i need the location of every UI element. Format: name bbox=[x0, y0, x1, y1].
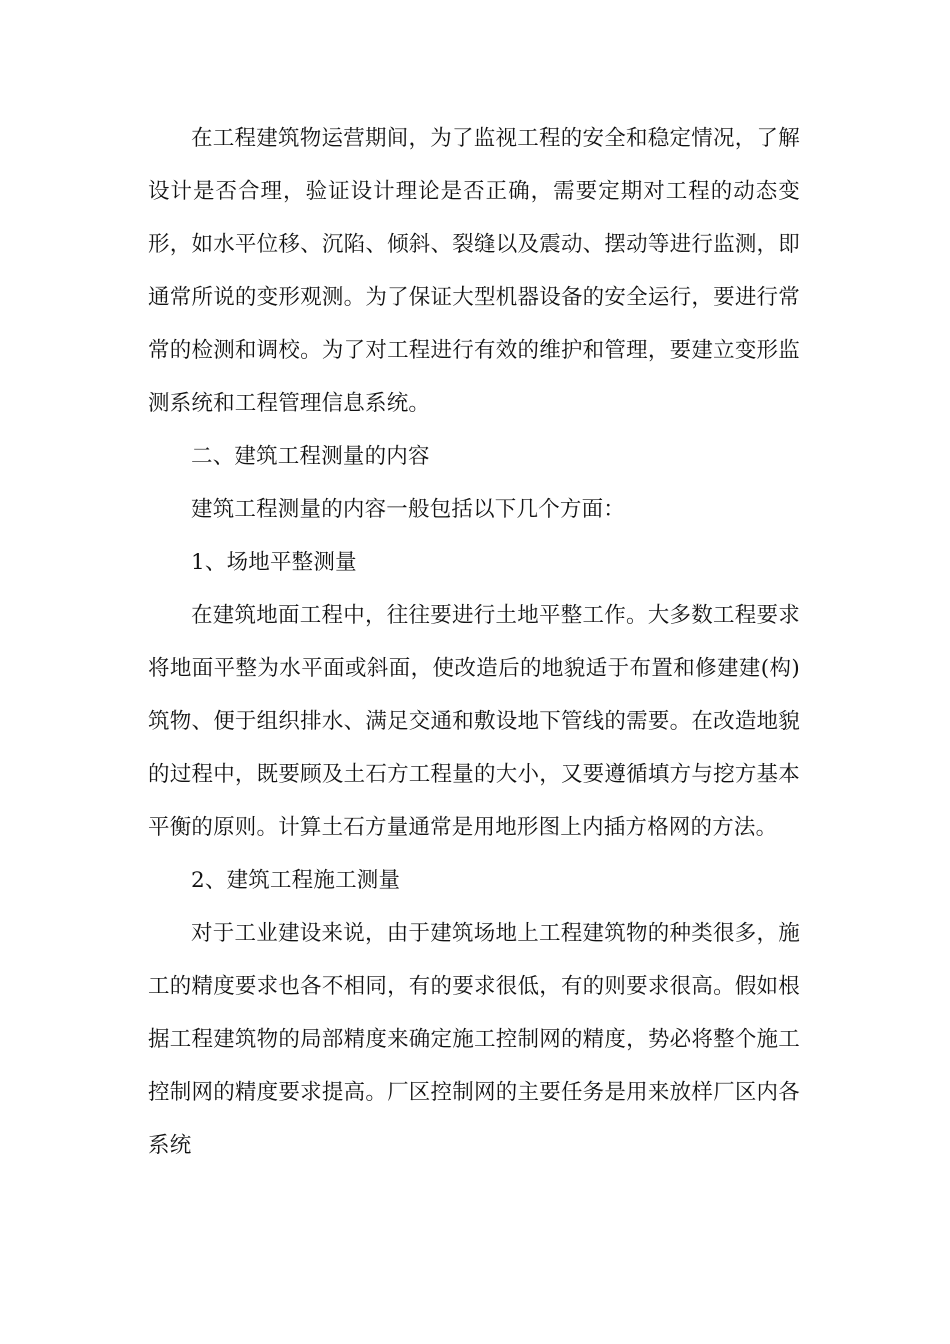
section-heading-survey-content: 二、建筑工程测量的内容 bbox=[191, 444, 430, 469]
document-body bbox=[148, 112, 800, 1172]
paragraph-site-leveling: 在建筑地面工程中，往往要进行土地平整工作。大多数工程要求将地面平整为水平面或斜面，使改造后的地貌适于布置和修建建(构)筑物、便于组织排水、满足交通和敷设地下管线的需要。在改造地貌的过程中，既要顾及土石方工程量的大小，又要遵循填方与挖方基本平衡的原则。计算土石方量通常是用地形图上内插方格网的方法。 bbox=[148, 603, 800, 840]
paragraph-monitoring: 在工程建筑物运营期间，为了监视工程的安全和稳定情况，了解设计是否合理，验证设计理论是否正确，需要定期对工程的动态变形，如水平位移、沉陷、倾斜、裂缝以及震动、摆动等进行监测，即通常所说的变形观测。为了保证大型机器设备的安全运行，要进行常常的检测和调校。为了对工程进行有效的维护和管理，要建立变形监测系统和工程管理信息系统。 bbox=[148, 126, 800, 416]
paragraph-intro: 建筑工程测量的内容一般包括以下几个方面： bbox=[191, 497, 626, 522]
paragraph-construction-survey: 对于工业建设来说，由于建筑场地上工程建筑物的种类很多，施工的精度要求也各不相同，有的要求很低，有的则要求很高。假如根据工程建筑物的局部精度来确定施工控制网的精度，势必将整个施工控制网的精度要求提高。厂区控制网的主要任务是用来放样厂区内各系统 bbox=[148, 921, 800, 1158]
subheading-construction-survey: 2、建筑工程施工测量 bbox=[191, 868, 401, 893]
subheading-site-leveling: 1、场地平整测量 bbox=[191, 550, 357, 575]
